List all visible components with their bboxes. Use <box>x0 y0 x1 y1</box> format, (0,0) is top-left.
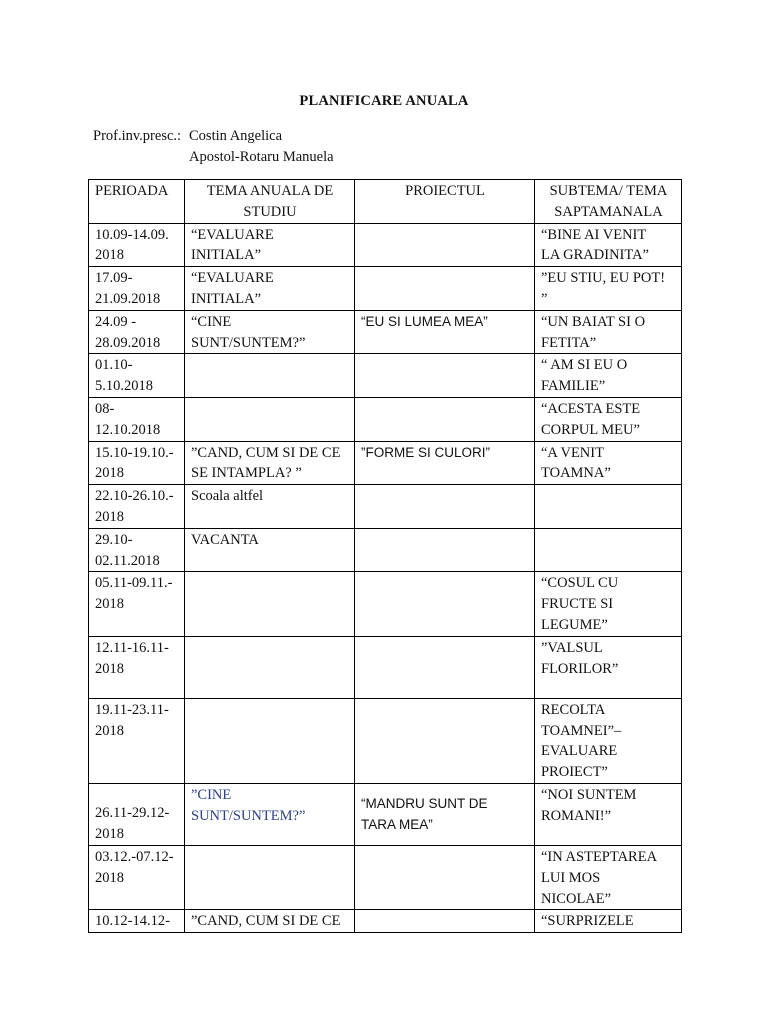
cell-perioada: 01.10- 5.10.2018 <box>89 354 185 398</box>
cell-tema <box>185 354 355 398</box>
cell-proiect <box>355 572 535 636</box>
cell-subtema: “ AM SI EU O FAMILIE” <box>535 354 682 398</box>
cell-subtema: “COSUL CU FRUCTE SI LEGUME” <box>535 572 682 636</box>
table-row <box>89 223 682 267</box>
cell-perioada: 10.12-14.12- <box>89 910 185 933</box>
cell-perioada: 29.10- 02.11.2018 <box>89 528 185 572</box>
document-title: PLANIFICARE ANUALA <box>299 93 469 109</box>
cell-proiect <box>355 845 535 909</box>
table-row <box>89 528 682 572</box>
header-subtema: SUBTEMA/ TEMA SAPTAMANALA <box>535 180 682 224</box>
cell-tema: Scoala altfel <box>185 485 355 529</box>
cell-tema <box>185 845 355 909</box>
table-row <box>89 910 682 933</box>
cell-subtema: “A VENIT TOAMNA” <box>535 441 682 485</box>
cell-perioada: 05.11-09.11.- 2018 <box>89 572 185 636</box>
cell-perioada: 15.10-19.10.- 2018 <box>89 441 185 485</box>
cell-proiect <box>355 636 535 698</box>
cell-perioada: 03.12.-07.12- 2018 <box>89 845 185 909</box>
cell-tema <box>185 698 355 783</box>
cell-proiect <box>355 485 535 529</box>
authors-block <box>93 126 334 168</box>
cell-proiect: ”FORME SI CULORI” <box>355 441 535 485</box>
table-header-row <box>89 180 682 224</box>
cell-proiect <box>355 910 535 933</box>
cell-proiect <box>355 528 535 572</box>
cell-subtema: “ACESTA ESTE CORPUL MEU” <box>535 397 682 441</box>
cell-proiect <box>355 354 535 398</box>
cell-subtema: “BINE AI VENIT LA GRADINITA” <box>535 223 682 267</box>
cell-subtema: “UN BAIAT SI O FETITA” <box>535 310 682 354</box>
cell-proiect: “EU SI LUMEA MEA” <box>355 310 535 354</box>
cell-subtema: ”EU STIU, EU POT! ” <box>535 267 682 311</box>
cell-tema <box>185 572 355 636</box>
header-proiect: PROIECTUL <box>355 180 535 224</box>
cell-subtema: “IN ASTEPTAREA LUI MOS NICOLAE” <box>535 845 682 909</box>
cell-proiect <box>355 267 535 311</box>
cell-subtema <box>535 528 682 572</box>
cell-tema <box>185 397 355 441</box>
author-name: Apostol-Rotaru Manuela <box>189 149 334 165</box>
table-row <box>89 441 682 485</box>
author-name: Costin Angelica <box>189 128 283 144</box>
cell-tema: ”CINE SUNT/SUNTEM?” <box>185 783 355 845</box>
cell-subtema: “SURPRIZELE <box>535 910 682 933</box>
cell-proiect <box>355 397 535 441</box>
cell-perioada: 26.11-29.12- 2018 <box>89 783 185 845</box>
table-row <box>89 485 682 529</box>
cell-subtema: “NOI SUNTEM ROMANI!” <box>535 783 682 845</box>
cell-perioada: 19.11-23.11- 2018 <box>89 698 185 783</box>
table-row <box>89 354 682 398</box>
cell-perioada: 10.09-14.09. 2018 <box>89 223 185 267</box>
table-row <box>89 397 682 441</box>
planning-table <box>88 179 682 933</box>
header-tema: TEMA ANUALA DE STUDIU <box>185 180 355 224</box>
header-perioada: PERIOADA <box>89 180 185 224</box>
table-row <box>89 698 682 783</box>
cell-tema: ”CAND, CUM SI DE CE <box>185 910 355 933</box>
cell-perioada: 08- 12.10.2018 <box>89 397 185 441</box>
cell-perioada: 22.10-26.10.- 2018 <box>89 485 185 529</box>
cell-perioada: 12.11-16.11- 2018 <box>89 636 185 698</box>
cell-tema: ”CAND, CUM SI DE CE SE INTAMPLA? ” <box>185 441 355 485</box>
cell-subtema: ”VALSUL FLORILOR” <box>535 636 682 698</box>
cell-subtema: RECOLTA TOAMNEI”– EVALUARE PROIECT” <box>535 698 682 783</box>
cell-tema: “EVALUARE INITIALA” <box>185 267 355 311</box>
table-row <box>89 310 682 354</box>
table-row <box>89 267 682 311</box>
cell-tema: “CINE SUNT/SUNTEM?” <box>185 310 355 354</box>
cell-proiect <box>355 698 535 783</box>
table-row <box>89 636 682 698</box>
authors-label: Prof.inv.presc.: <box>93 128 182 144</box>
cell-tema: VACANTA <box>185 528 355 572</box>
cell-subtema <box>535 485 682 529</box>
table-row <box>89 572 682 636</box>
cell-proiect: “MANDRU SUNT DE TARA MEA” <box>355 783 535 845</box>
cell-tema: “EVALUARE INITIALA” <box>185 223 355 267</box>
cell-perioada: 24.09 - 28.09.2018 <box>89 310 185 354</box>
table-row <box>89 783 682 845</box>
cell-perioada: 17.09- 21.09.2018 <box>89 267 185 311</box>
cell-proiect <box>355 223 535 267</box>
table-row <box>89 845 682 909</box>
cell-tema <box>185 636 355 698</box>
